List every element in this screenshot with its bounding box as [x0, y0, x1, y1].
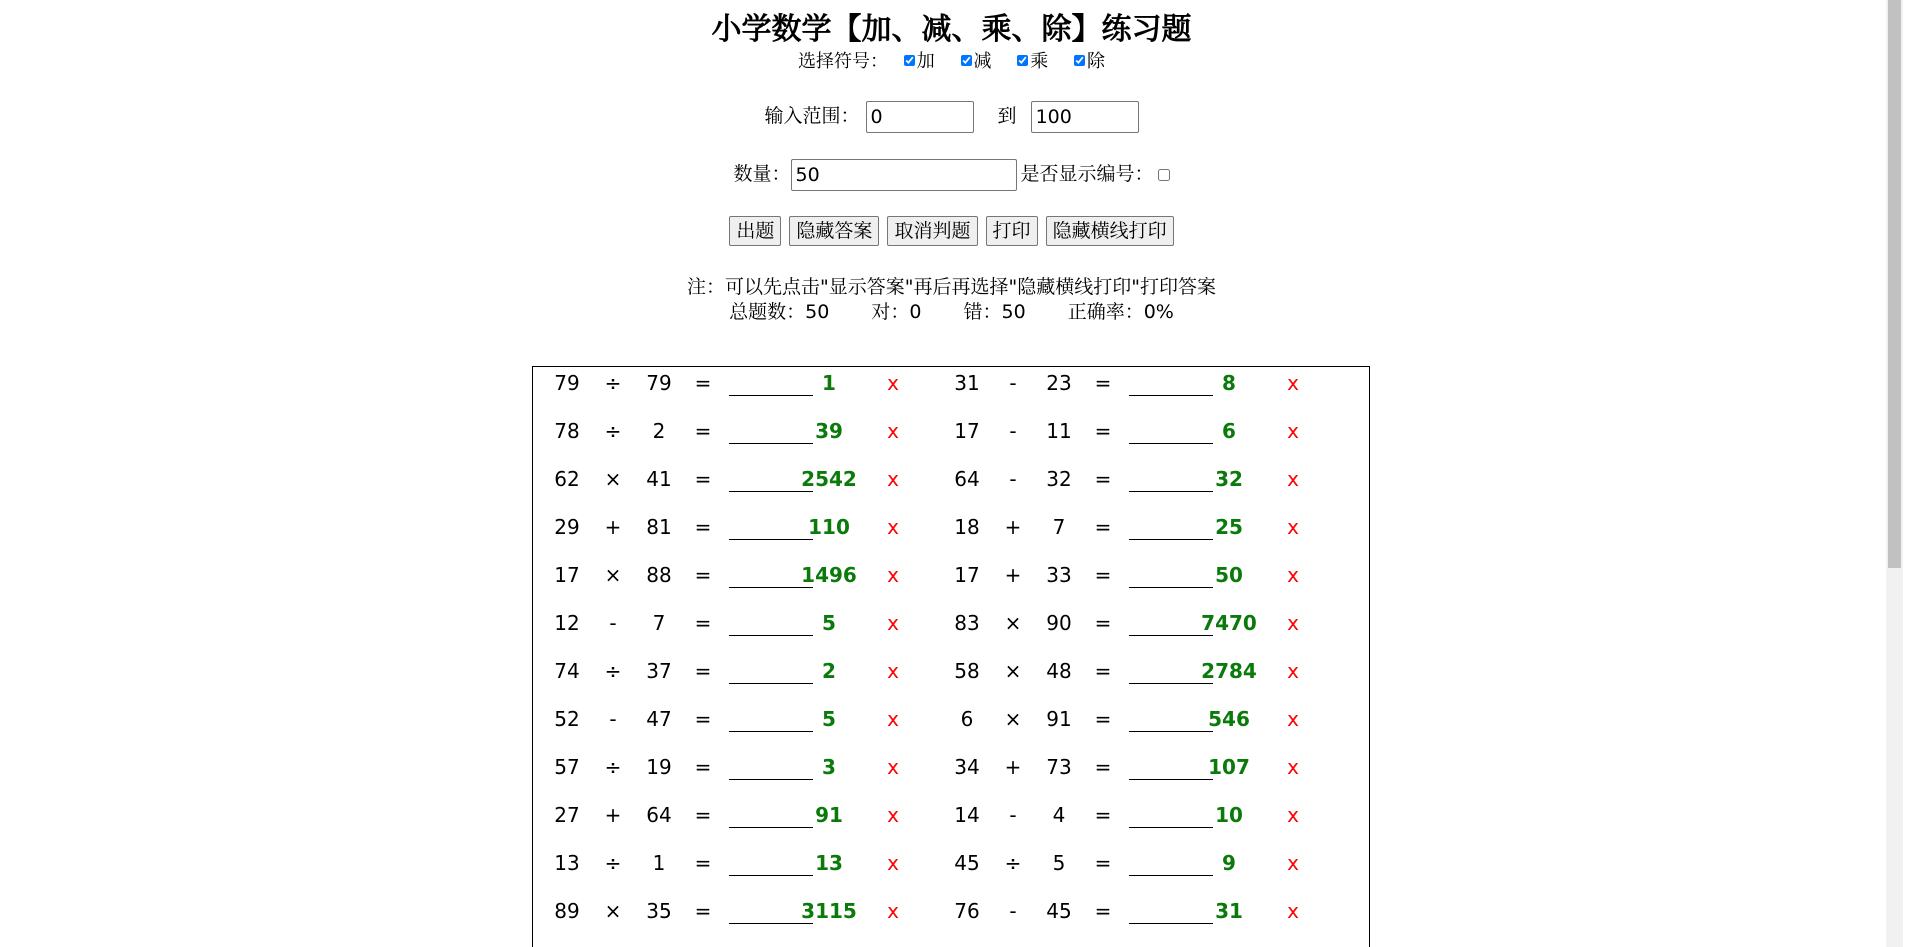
problem-row: [533, 369, 1369, 417]
equals-sign: =: [694, 467, 712, 491]
scrollbar-thumb[interactable]: [1888, 0, 1901, 568]
cancel-grading-button[interactable]: 取消判题: [887, 216, 977, 246]
operator-symbol: +: [1004, 755, 1022, 779]
equals-sign: =: [694, 419, 712, 443]
count-row: [0, 158, 1903, 191]
correct-answer: 6: [1222, 419, 1236, 443]
correct-answer: 2542: [801, 467, 857, 491]
wrong-mark: x: [1287, 755, 1299, 779]
operand-a: 18: [954, 515, 980, 539]
operator-symbol: ×: [604, 563, 622, 587]
range-row: [0, 100, 1903, 133]
equals-sign: =: [1094, 611, 1112, 635]
operand-b: 33: [1046, 563, 1072, 587]
operator-symbol: ÷: [604, 659, 622, 683]
wrong-mark: x: [887, 563, 899, 587]
problem-row: [533, 513, 1369, 561]
wrong-mark: x: [1287, 371, 1299, 395]
wrong-mark: x: [1287, 419, 1299, 443]
wrong-mark: x: [887, 899, 899, 923]
stat-total: 总题数：50: [729, 301, 830, 323]
equals-sign: =: [694, 563, 712, 587]
equals-sign: =: [694, 515, 712, 539]
operand-a: 12: [554, 611, 580, 635]
range-to-input[interactable]: [1031, 101, 1139, 133]
operand-b: 19: [646, 755, 672, 779]
operand-b: 79: [646, 371, 672, 395]
correct-answer: 31: [1215, 899, 1243, 923]
stat-accuracy: 正确率：0%: [1067, 301, 1174, 323]
correct-answer: 1: [822, 371, 836, 395]
equals-sign: =: [694, 899, 712, 923]
problem-row: [533, 609, 1369, 657]
equals-sign: =: [1094, 899, 1112, 923]
equals-sign: =: [1094, 515, 1112, 539]
operator-divide[interactable]: [1074, 50, 1105, 74]
operator-subtract-checkbox[interactable]: [961, 55, 972, 66]
problem-row: [533, 705, 1369, 753]
operand-b: 1: [652, 851, 666, 875]
operator-subtract[interactable]: [961, 50, 992, 74]
equals-sign: =: [1094, 707, 1112, 731]
range-to-label: 到: [997, 105, 1017, 127]
wrong-mark: x: [887, 659, 899, 683]
wrong-mark: x: [887, 707, 899, 731]
operand-a: 34: [954, 755, 980, 779]
wrong-mark: x: [1287, 611, 1299, 635]
operator-symbol: ÷: [604, 755, 622, 779]
operator-symbol: -: [609, 611, 617, 635]
correct-answer: 3115: [801, 899, 857, 923]
operand-b: 4: [1052, 803, 1066, 827]
print-button[interactable]: 打印: [986, 216, 1038, 246]
correct-answer: 5: [822, 707, 836, 731]
correct-answer: 91: [815, 803, 843, 827]
operator-symbol: ×: [1004, 611, 1022, 635]
operator-symbol: ×: [1004, 659, 1022, 683]
operand-b: 90: [1046, 611, 1072, 635]
operand-b: 73: [1046, 755, 1072, 779]
operand-a: 27: [554, 803, 580, 827]
operand-a: 45: [954, 851, 980, 875]
operand-a: 74: [554, 659, 580, 683]
correct-answer: 2784: [1201, 659, 1257, 683]
correct-answer: 7470: [1201, 611, 1257, 635]
problem-row: [533, 561, 1369, 609]
wrong-mark: x: [1287, 851, 1299, 875]
range-label: 输入范围：: [764, 105, 860, 127]
wrong-mark: x: [1287, 563, 1299, 587]
wrong-mark: x: [887, 515, 899, 539]
problem-row: [533, 417, 1369, 465]
operator-symbol: ×: [604, 467, 622, 491]
equals-sign: =: [694, 851, 712, 875]
operand-a: 31: [954, 371, 980, 395]
problem-sheet: [532, 366, 1370, 947]
equals-sign: =: [1094, 467, 1112, 491]
operand-a: 17: [954, 563, 980, 587]
correct-answer: 107: [1208, 755, 1250, 779]
operator-symbol: +: [604, 515, 622, 539]
operand-b: 7: [652, 611, 666, 635]
equals-sign: =: [694, 803, 712, 827]
operand-a: 52: [554, 707, 580, 731]
equals-sign: =: [694, 707, 712, 731]
correct-answer: 546: [1208, 707, 1250, 731]
operand-b: 35: [646, 899, 672, 923]
wrong-mark: x: [887, 371, 899, 395]
operand-a: 6: [960, 707, 974, 731]
correct-answer: 13: [815, 851, 843, 875]
equals-sign: =: [1094, 371, 1112, 395]
wrong-mark: x: [887, 803, 899, 827]
operator-multiply-label: 乘: [1030, 51, 1049, 72]
show-number-label: 是否显示编号：: [1020, 163, 1154, 185]
operand-b: 48: [1046, 659, 1072, 683]
wrong-mark: x: [1287, 515, 1299, 539]
problem-row: [533, 897, 1369, 945]
correct-answer: 32: [1215, 467, 1243, 491]
correct-answer: 50: [1215, 563, 1243, 587]
operand-b: 88: [646, 563, 672, 587]
operator-label: 选择符号：: [798, 51, 889, 72]
operand-b: 11: [1046, 419, 1072, 443]
operand-a: 62: [554, 467, 580, 491]
operator-subtract-label: 减: [973, 51, 992, 72]
correct-answer: 10: [1215, 803, 1243, 827]
operator-selector: [0, 50, 1903, 74]
operand-a: 58: [954, 659, 980, 683]
wrong-mark: x: [887, 611, 899, 635]
operator-symbol: ×: [604, 899, 622, 923]
operand-b: 23: [1046, 371, 1072, 395]
vertical-scrollbar[interactable]: [1886, 0, 1903, 947]
operator-symbol: +: [1004, 563, 1022, 587]
wrong-mark: x: [1287, 467, 1299, 491]
hide-answers-button[interactable]: 隐藏答案: [789, 216, 879, 246]
wrong-mark: x: [1287, 899, 1299, 923]
correct-answer: 2: [822, 659, 836, 683]
operator-symbol: -: [1009, 467, 1017, 491]
equals-sign: =: [1094, 659, 1112, 683]
operator-symbol: +: [1004, 515, 1022, 539]
show-number-checkbox[interactable]: [1158, 169, 1170, 181]
problem-row: [533, 801, 1369, 849]
operator-symbol: ÷: [604, 851, 622, 875]
operator-multiply-checkbox[interactable]: [1017, 55, 1028, 66]
operand-a: 13: [554, 851, 580, 875]
equals-sign: =: [1094, 563, 1112, 587]
operand-b: 5: [1052, 851, 1066, 875]
operand-b: 41: [646, 467, 672, 491]
operand-a: 78: [554, 419, 580, 443]
operator-divide-checkbox[interactable]: [1074, 55, 1085, 66]
operand-a: 83: [954, 611, 980, 635]
correct-answer: 25: [1215, 515, 1243, 539]
stats-bar: [0, 300, 1903, 325]
equals-sign: =: [1094, 851, 1112, 875]
generate-button[interactable]: 出题: [729, 216, 781, 246]
operand-a: 57: [554, 755, 580, 779]
correct-answer: 110: [808, 515, 850, 539]
operand-a: 17: [954, 419, 980, 443]
operator-symbol: ×: [1004, 707, 1022, 731]
count-input[interactable]: [791, 159, 1017, 191]
operand-a: 89: [554, 899, 580, 923]
equals-sign: =: [1094, 419, 1112, 443]
equals-sign: =: [694, 371, 712, 395]
problem-row: [533, 753, 1369, 801]
operand-a: 29: [554, 515, 580, 539]
operand-a: 64: [954, 467, 980, 491]
operand-a: 79: [554, 371, 580, 395]
operator-symbol: -: [1009, 371, 1017, 395]
operator-symbol: ÷: [1004, 851, 1022, 875]
button-row: [0, 216, 1903, 246]
stat-right: 对：0: [871, 301, 922, 323]
stat-wrong: 错：50: [963, 301, 1026, 323]
operator-multiply[interactable]: [1017, 50, 1048, 74]
wrong-mark: x: [887, 851, 899, 875]
operand-b: 81: [646, 515, 672, 539]
count-label: 数量：: [733, 163, 791, 185]
correct-answer: 8: [1222, 371, 1236, 395]
operand-b: 37: [646, 659, 672, 683]
wrong-mark: x: [1287, 707, 1299, 731]
wrong-mark: x: [887, 755, 899, 779]
operator-symbol: -: [1009, 899, 1017, 923]
operator-symbol: -: [609, 707, 617, 731]
operand-a: 14: [954, 803, 980, 827]
operator-add-label: 加: [916, 51, 935, 72]
equals-sign: =: [694, 659, 712, 683]
operator-divide-label: 除: [1086, 51, 1105, 72]
operand-b: 47: [646, 707, 672, 731]
operator-symbol: +: [604, 803, 622, 827]
operand-a: 17: [554, 563, 580, 587]
operator-symbol: -: [1009, 803, 1017, 827]
problem-row: [533, 657, 1369, 705]
equals-sign: =: [694, 611, 712, 635]
wrong-mark: x: [887, 467, 899, 491]
correct-answer: 3: [822, 755, 836, 779]
equals-sign: =: [1094, 803, 1112, 827]
operand-b: 64: [646, 803, 672, 827]
print-hide-lines-button[interactable]: 隐藏横线打印: [1046, 216, 1174, 246]
operator-symbol: ÷: [604, 371, 622, 395]
wrong-mark: x: [1287, 803, 1299, 827]
problem-row: [533, 465, 1369, 513]
operand-b: 32: [1046, 467, 1072, 491]
equals-sign: =: [1094, 755, 1112, 779]
correct-answer: 39: [815, 419, 843, 443]
operator-add-checkbox[interactable]: [904, 55, 915, 66]
operator-symbol: -: [1009, 419, 1017, 443]
operator-symbol: ÷: [604, 419, 622, 443]
operand-b: 7: [1052, 515, 1066, 539]
correct-answer: 9: [1222, 851, 1236, 875]
equals-sign: =: [694, 755, 712, 779]
operator-add[interactable]: [904, 50, 935, 74]
range-from-input[interactable]: [866, 101, 974, 133]
operand-b: 91: [1046, 707, 1072, 731]
wrong-mark: x: [1287, 659, 1299, 683]
operand-a: 76: [954, 899, 980, 923]
correct-answer: 5: [822, 611, 836, 635]
note-text: 注：可以先点击"显示答案"再后再选择"隐藏横线打印"打印答案: [687, 276, 1216, 298]
page-title: 小学数学【加、减、乘、除】练习题: [711, 12, 1192, 47]
operand-b: 2: [652, 419, 666, 443]
operand-b: 45: [1046, 899, 1072, 923]
wrong-mark: x: [887, 419, 899, 443]
correct-answer: 1496: [801, 563, 857, 587]
problem-row: [533, 849, 1369, 897]
